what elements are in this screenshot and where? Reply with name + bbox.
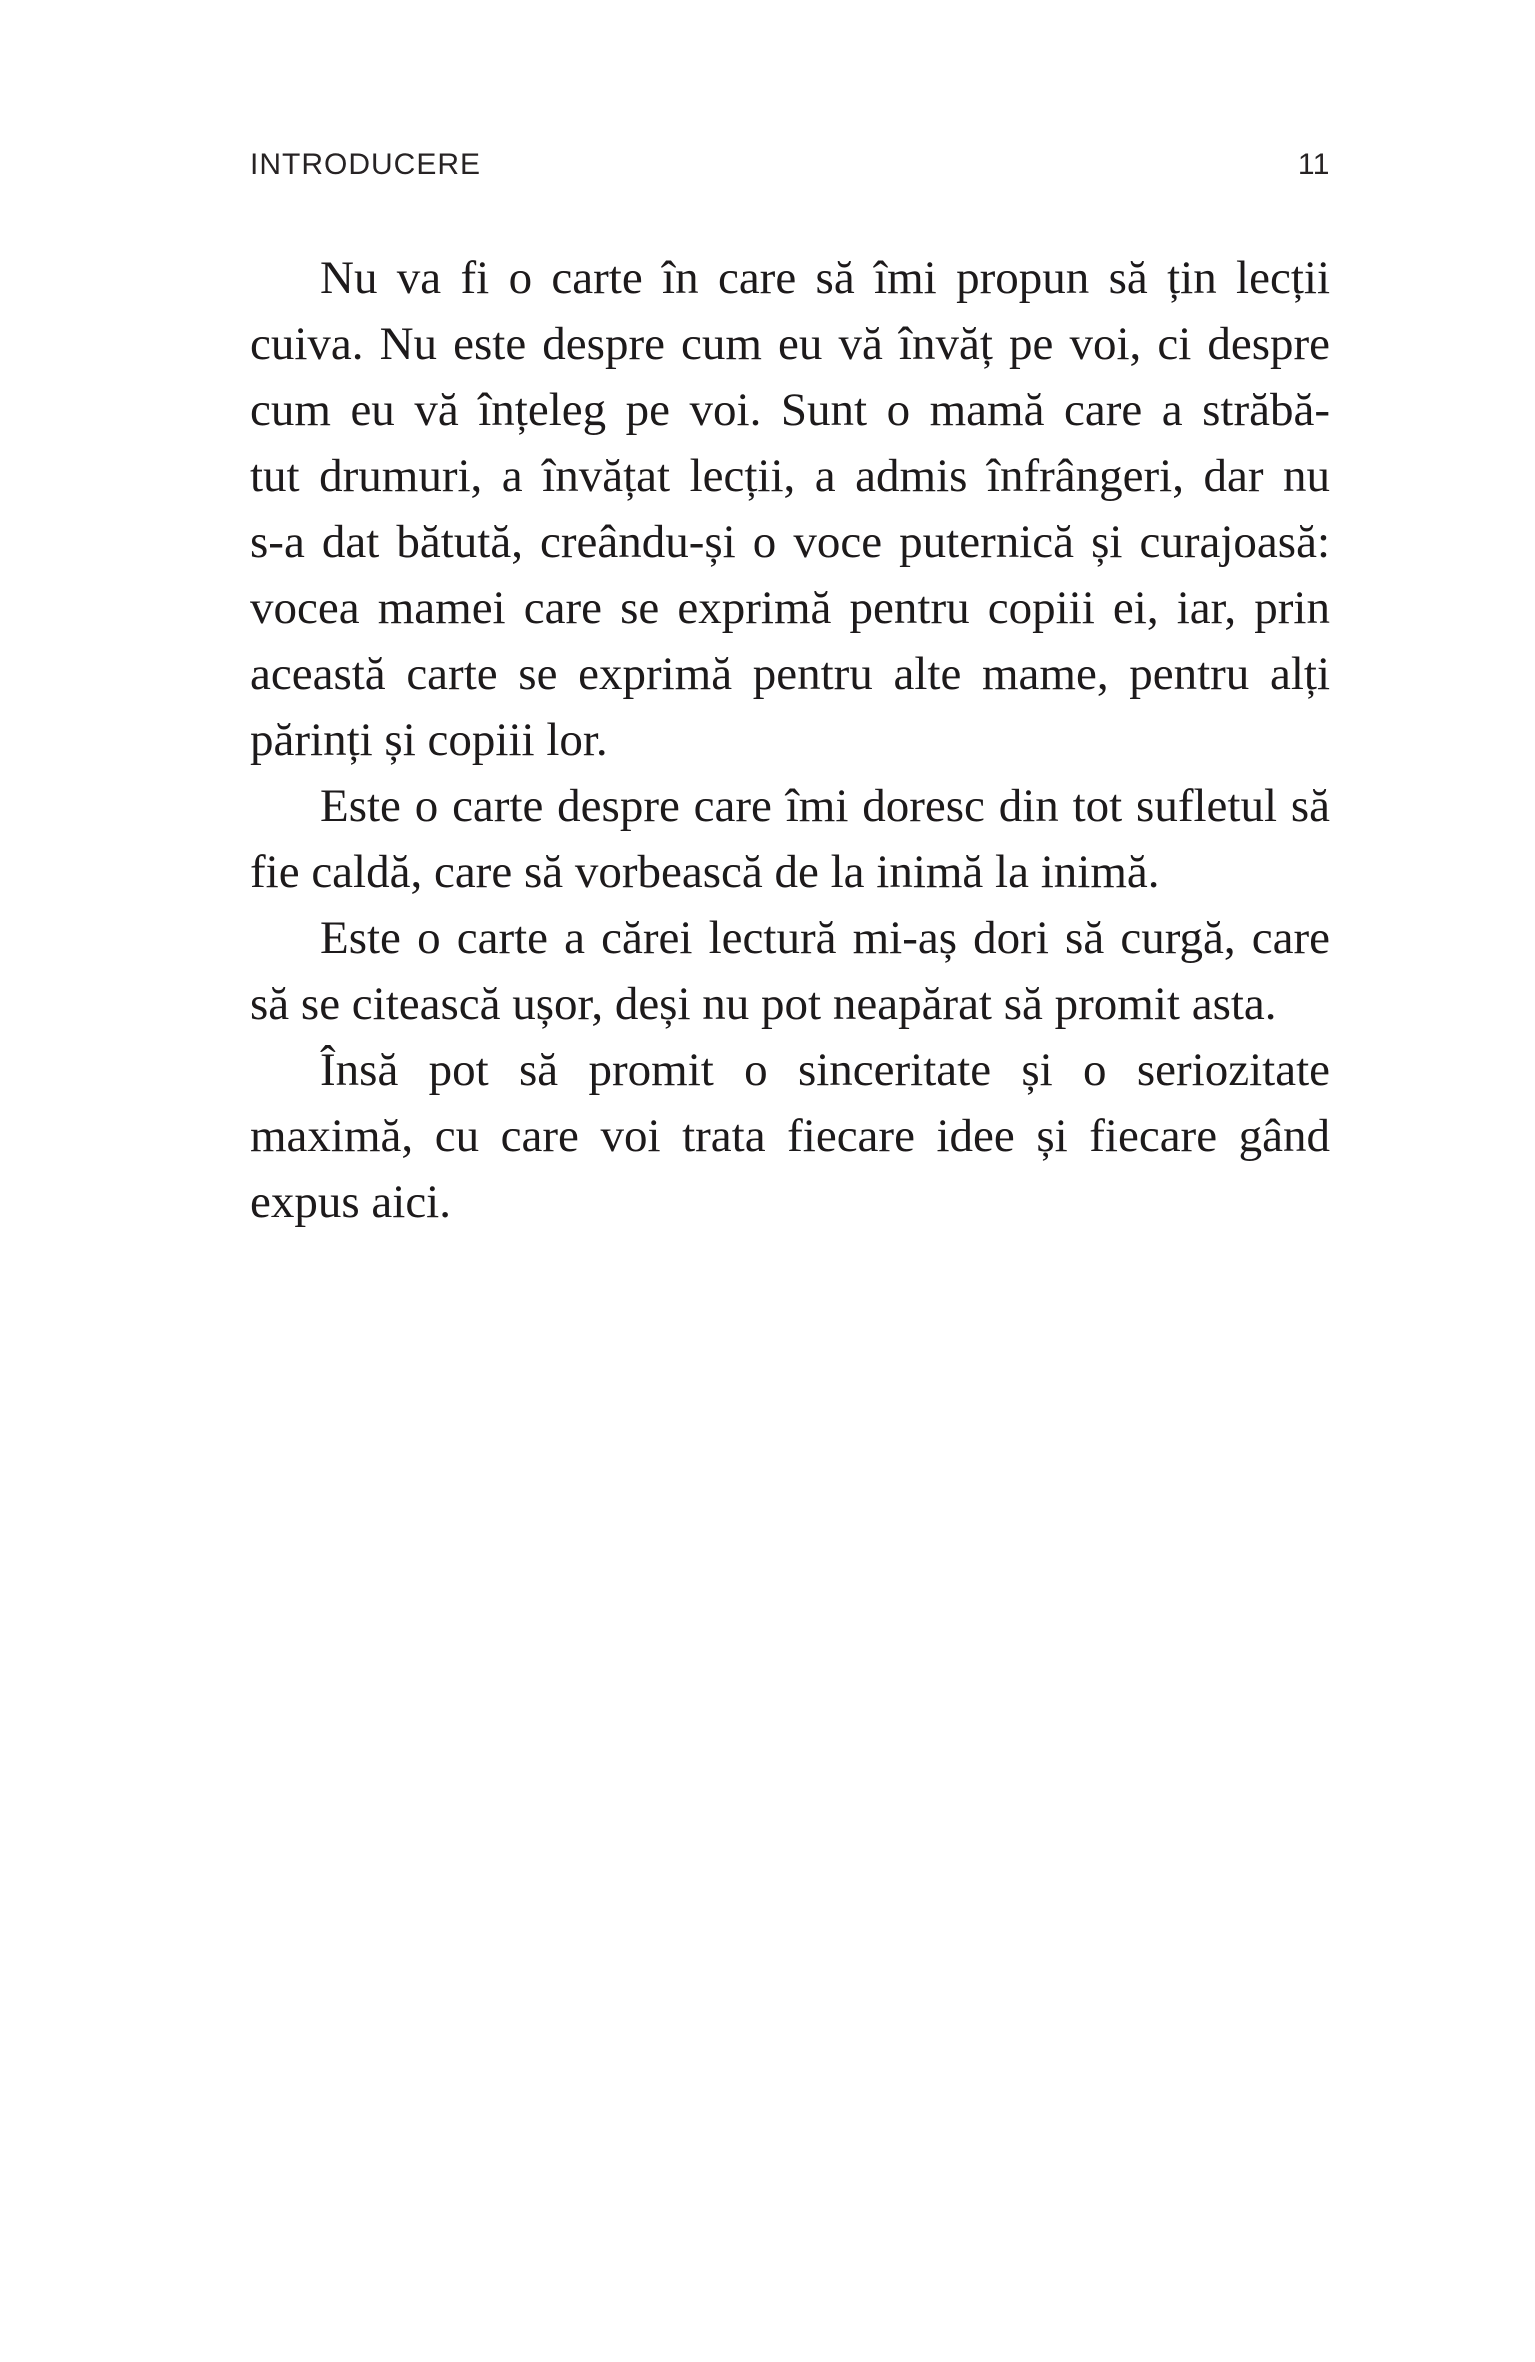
text-line: această carte se exprimă pentru alte mame, pentru alți — [250, 648, 1330, 700]
text-line: cum eu vă înțeleg pe voi. Sunt o mamă care a străbă- — [250, 384, 1330, 436]
paragraph-4 — [250, 1037, 1330, 1235]
running-head-title: INTRODUCERE — [250, 148, 482, 181]
text-line: Nu va fi o carte în care să îmi propun să țin lecții — [320, 252, 1330, 304]
page-header — [250, 150, 1330, 180]
paragraph-3 — [250, 905, 1330, 1037]
text-line: Însă pot să promit o sinceritate și o seriozitate — [320, 1044, 1330, 1096]
text-line: părinți și copiii lor. — [250, 714, 608, 766]
text-line: să se citească ușor, deși nu pot neapărat să promit asta. — [250, 978, 1277, 1030]
text-line: s-a dat bătută, creându-și o voce puternică și curajoasă: — [250, 516, 1330, 568]
text-line: vocea mamei care se exprimă pentru copiii ei, iar, prin — [250, 582, 1330, 634]
text-line: maximă, cu care voi trata fiecare idee și fiecare gând — [250, 1110, 1330, 1162]
text-line: fie caldă, care să vorbească de la inimă la inimă. — [250, 846, 1160, 898]
paragraph-1 — [250, 245, 1330, 773]
text-line: Este o carte despre care îmi doresc din tot sufletul să — [320, 780, 1330, 832]
page-number: 11 — [1297, 148, 1330, 181]
paragraph-2 — [250, 773, 1330, 905]
text-line: expus aici. — [250, 1176, 451, 1228]
body-text — [250, 245, 1330, 1235]
text-line: tut drumuri, a învățat lecții, a admis înfrângeri, dar nu — [250, 450, 1330, 502]
text-line: Este o carte a cărei lectură mi-aș dori să curgă, care — [320, 912, 1330, 964]
text-line: cuiva. Nu este despre cum eu vă învăț pe voi, ci despre — [250, 318, 1330, 370]
